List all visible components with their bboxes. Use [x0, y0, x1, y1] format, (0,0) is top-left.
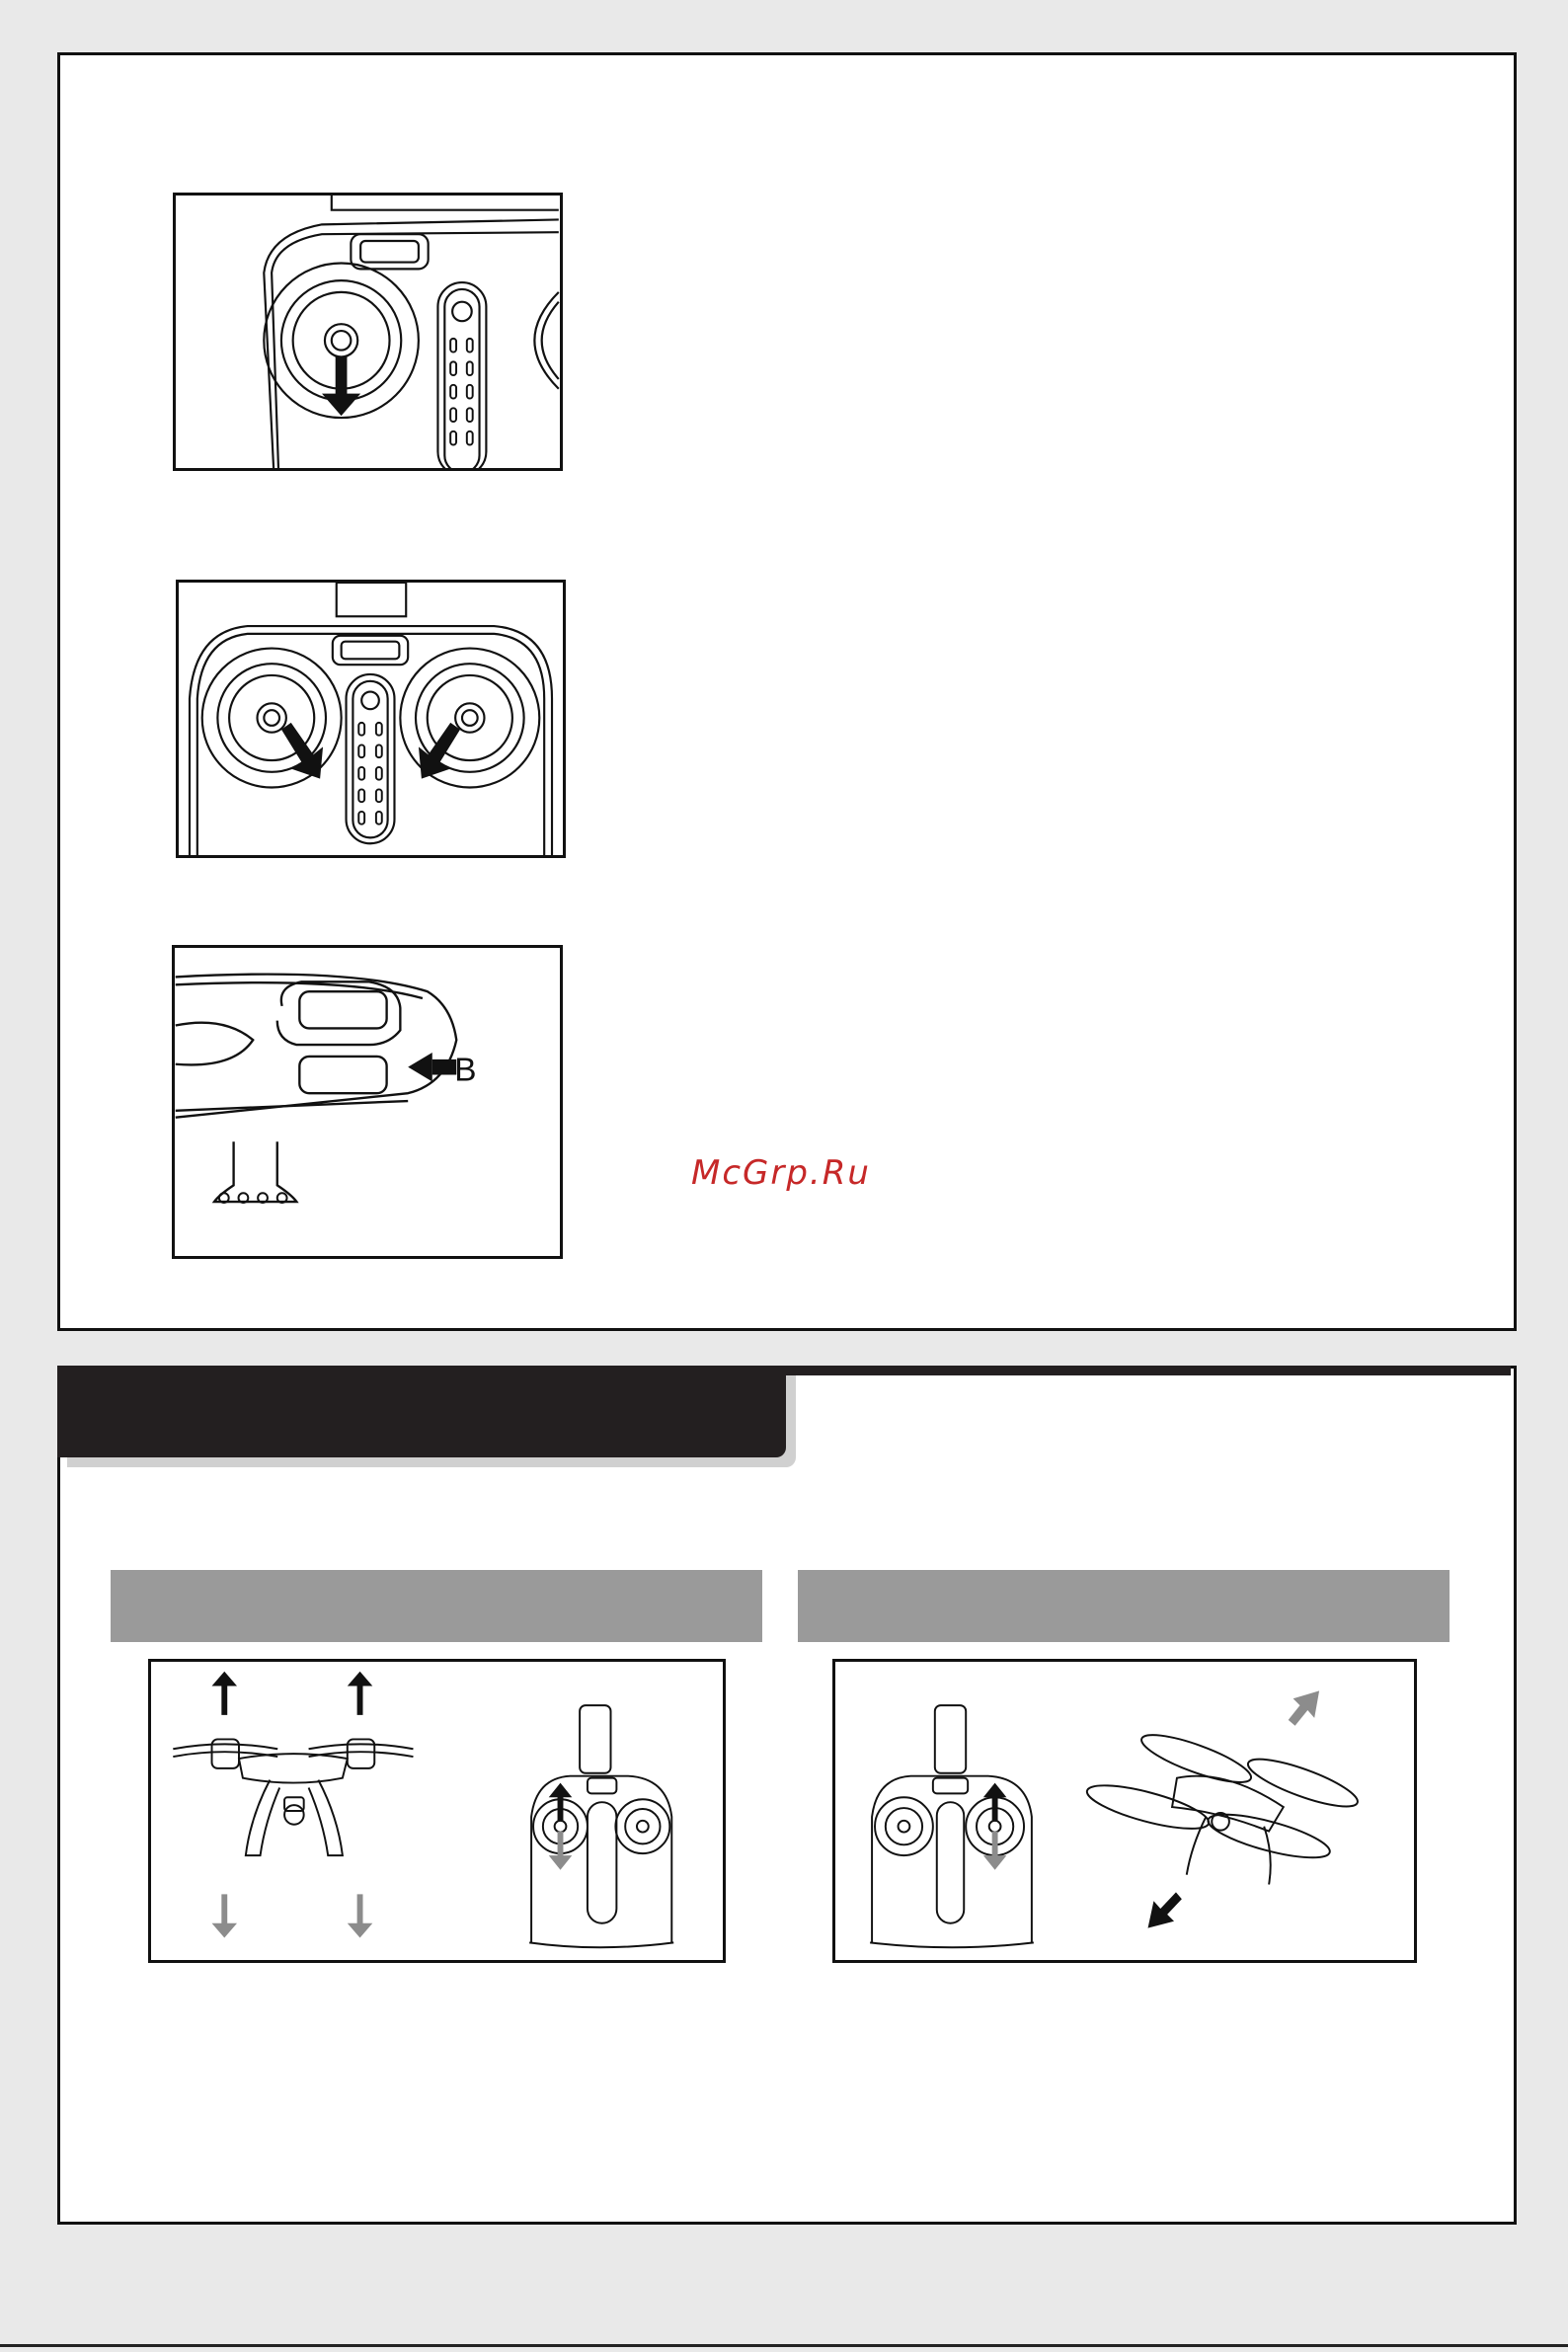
drone-forward-backward-icon: [835, 1662, 1414, 1960]
battery-compartment-arrow-icon: [175, 948, 560, 1256]
watermark-text: McGrp.Ru: [691, 1153, 871, 1193]
drone-ascend-descend-icon: [151, 1662, 723, 1960]
callout-letter-b: B: [454, 1052, 477, 1089]
page-bottom-rule: [0, 2344, 1568, 2347]
figure-left-stick-down: [173, 193, 563, 471]
figure-forward-backward: [832, 1659, 1417, 1963]
figure-both-sticks-down: [176, 580, 566, 858]
section-bar-right: [798, 1570, 1450, 1642]
figure-ascend-descend: [148, 1659, 726, 1963]
section-header-tab: [57, 1366, 786, 1457]
figure-battery-compartment: [172, 945, 563, 1259]
left-stick-down-arrow-icon: [176, 196, 560, 468]
both-sticks-down-out-arrow-icon: [179, 583, 563, 855]
section-bar-left: [111, 1570, 762, 1642]
